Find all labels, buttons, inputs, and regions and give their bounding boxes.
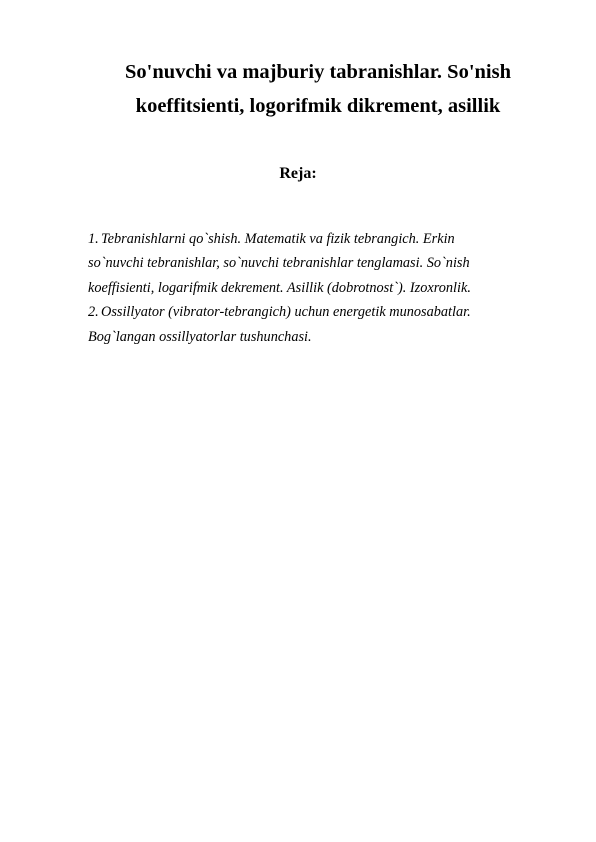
plan-item-1-line-3: koeffisienti, logarifmik dekrement. Asillik (dobrotnost`). Izoxronlik.: [88, 279, 471, 296]
page-title: [60, 55, 576, 123]
plan-item-2: [88, 300, 538, 324]
plan-item-1: [88, 227, 538, 251]
title-line-1: So'nuvchi va majburiy tabranishlar. So'nish: [124, 61, 511, 83]
plan-item-1-line-1: Tebranishlarni qo`shish. Matematik va fizik tebrangich. Erkin: [101, 231, 455, 247]
plan-item-2-line-2: Bog`langan ossillyatorlar tushunchasi.: [88, 328, 312, 345]
plan-list: [88, 227, 538, 349]
title-line-2: koeffitsienti, logorifmik dikrement, asillik: [135, 95, 501, 117]
plan-heading: Reja:: [279, 165, 317, 182]
plan-item-1-number: 1.: [88, 231, 99, 247]
plan-item-1-line-2: so`nuvchi tebranishlar, so`nuvchi tebranishlar tenglamasi. So`nish: [88, 255, 470, 272]
plan-item-2-line-1: Ossillyator (vibrator-tebrangich) uchun energetik munosabatlar.: [101, 304, 471, 321]
plan-item-2-number: 2.: [88, 304, 99, 321]
